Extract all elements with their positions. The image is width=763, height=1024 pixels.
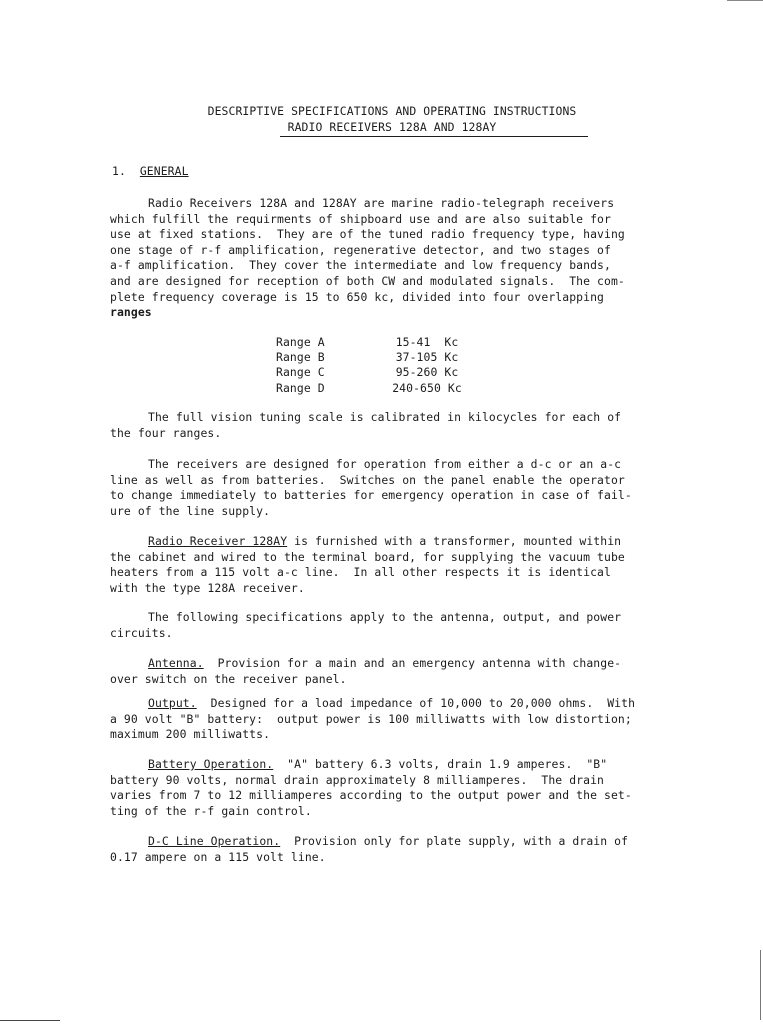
range-name: Range D [276, 380, 325, 395]
paragraph-dc-line-operation [110, 834, 670, 865]
text-line: the four ranges. [110, 425, 222, 440]
text-line: and are designed for reception of both CW and modulated signals. The com- [110, 273, 625, 288]
text-line [110, 757, 670, 773]
text-line: over switch on the receiver panel. [110, 671, 347, 686]
paragraph-lead: Battery Operation. [148, 757, 274, 771]
text-line: which fulfill the requirments of shipboard use and are also suitable for [110, 211, 611, 226]
paragraph-lead: Antenna. [148, 656, 204, 670]
text-line [110, 534, 670, 550]
text-line: a 90 volt "B" battery: output power is 100 milliwatts with low distortion; [110, 711, 632, 726]
range-row [276, 350, 482, 365]
text-line: ranges [110, 305, 152, 320]
text-line: one stage of r-f amplification, regenerative detector, and two stages of [110, 242, 611, 257]
heading-underline [280, 136, 588, 137]
paragraph-lead: Radio Receiver 128AY [148, 534, 288, 548]
paragraph-power-sources [110, 457, 670, 519]
text-line: battery 90 volts, normal drain approximately 8 milliamperes. The drain [110, 772, 604, 787]
text-line: varies from 7 to 12 milliamperes according to the output power and the set- [110, 788, 632, 803]
text-line: maximum 200 milliwatts. [110, 727, 271, 742]
text-line: The full vision tuning scale is calibrated in kilocycles for each of [148, 410, 622, 424]
paragraph-128ay [110, 534, 670, 596]
text-line: circuits. [110, 625, 173, 640]
text-line: ure of the line supply. [110, 503, 271, 518]
document-heading [192, 104, 592, 135]
text-line: to change immediately to batteries for emergency operation in case of fail- [110, 488, 632, 503]
range-table [276, 335, 482, 396]
text-line: ting of the r-f gain control. [110, 803, 312, 818]
paragraph-output [110, 696, 670, 743]
text-run: "A" battery 6.3 volts, drain 1.9 amperes. "B" [273, 757, 608, 771]
paragraph-antenna [110, 656, 670, 687]
heading-line-2: RADIO RECEIVERS 128A AND 128AY [287, 119, 497, 134]
text-line [110, 696, 670, 712]
heading-line-1: DESCRIPTIVE SPECIFICATIONS AND OPERATING INSTRUCTIONS [207, 104, 577, 118]
range-name: Range C [276, 365, 325, 380]
paragraph-lead: Output. [148, 696, 197, 710]
text-line: Radio Receivers 128A and 128AY are marine radio-telegraph receivers [148, 196, 615, 210]
section-title: GENERAL [139, 164, 189, 178]
range-value: 37-105 Kc [395, 350, 459, 365]
range-value: 240-650 Kc [392, 380, 462, 395]
range-value: 15-41 Kc [395, 334, 459, 349]
paragraph-battery-operation [110, 757, 670, 819]
text-line: The receivers are designed for operation from either a d-c or an a-c [148, 457, 622, 471]
range-name: Range B [276, 350, 325, 365]
paragraph-tuning-scale [110, 410, 670, 441]
paragraph-lead: D-C Line Operation. [148, 834, 281, 848]
text-line [110, 656, 670, 672]
text-line: use at fixed stations. They are of the tuned radio frequency type, having [110, 227, 625, 242]
text-line: with the type 128A receiver. [110, 580, 305, 595]
range-name: Range A [276, 334, 325, 349]
section-heading [112, 164, 189, 180]
paragraph-specifications-intro [110, 610, 670, 641]
scan-edge-mark [727, 0, 763, 1]
text-line [110, 834, 670, 850]
text-line: the cabinet and wired to the terminal board, for supplying the vacuum tube [110, 549, 625, 564]
range-row [276, 335, 482, 350]
text-run: is furnished with a transformer, mounted within [287, 534, 622, 548]
section-number: 1. [112, 164, 126, 178]
text-line: plete frequency coverage is 15 to 650 kc, divided into four overlapping [110, 289, 604, 304]
text-line: a-f amplification. They cover the intermediate and low frequency bands, [110, 258, 611, 273]
paragraph-general [110, 196, 670, 321]
text-line: 0.17 ampere on a 115 volt line. [110, 849, 326, 864]
range-value: 95-260 Kc [395, 365, 459, 380]
text-line: heaters from a 115 volt a-c line. In all other respects it is identical [110, 565, 611, 580]
range-row [276, 381, 482, 396]
text-line: line as well as from batteries. Switches on the panel enable the operator [110, 472, 625, 487]
text-line: The following specifications apply to the antenna, output, and power [148, 610, 622, 624]
text-run: Provision only for plate supply, with a drain of [280, 834, 629, 848]
scan-edge-mark [760, 950, 761, 1020]
scan-edge-mark [0, 1020, 60, 1021]
range-row [276, 366, 482, 381]
text-run: Provision for a main and an emergency antenna with change- [203, 656, 622, 670]
text-run: Designed for a load impedance of 10,000 to 20,000 ohms. With [196, 696, 636, 710]
